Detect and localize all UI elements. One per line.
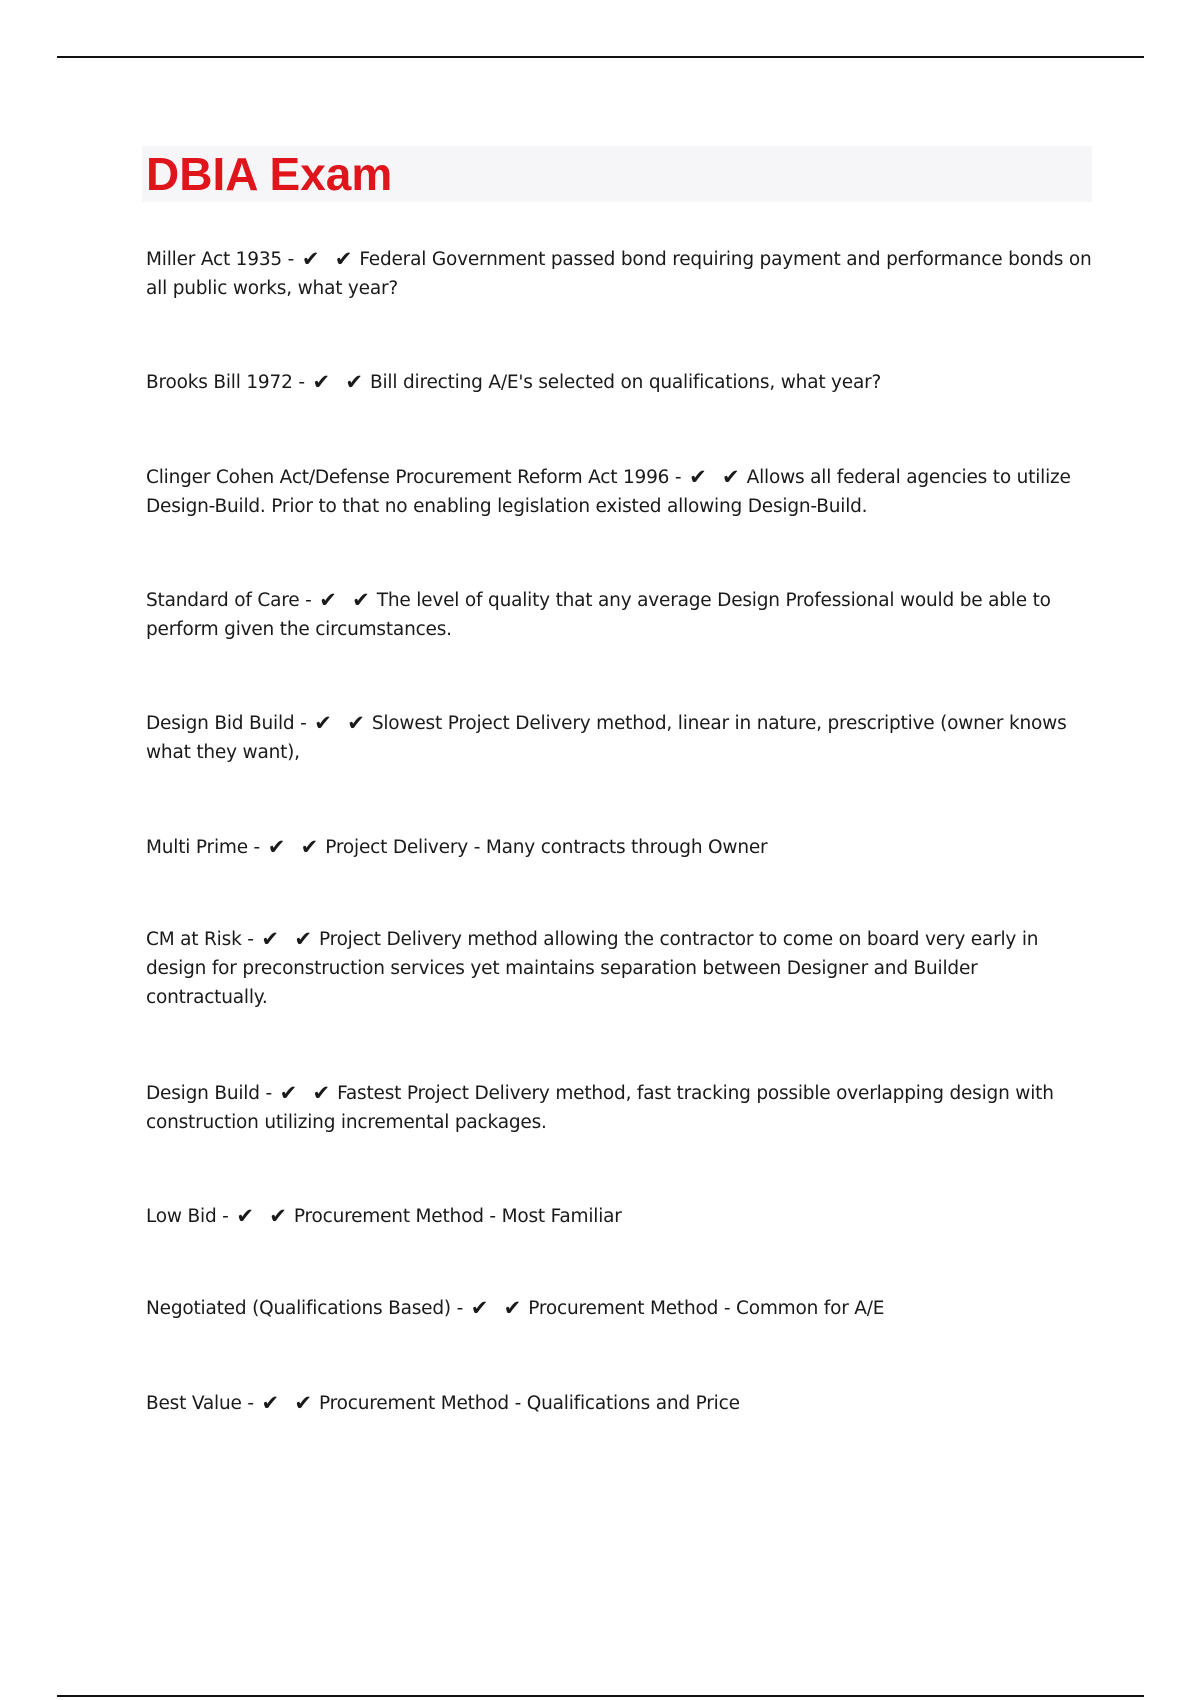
entry-definition: Project Delivery method allowing the contractor to come on board very early in design for preconstruction services yet maintains separation between Designer and Builder contractually. bbox=[146, 929, 1039, 1008]
entry-term: Best Value - bbox=[146, 1393, 254, 1414]
entry-definition: Allows all federal agencies to utilize Design-Build. Prior to that no enabling legislation existed allowing Design-Build. bbox=[146, 467, 1071, 517]
entry-definition: Bill directing A/E's selected on qualifications, what year? bbox=[370, 372, 882, 393]
double-check-icon: ✔ ✔ bbox=[261, 1391, 317, 1415]
double-check-icon: ✔ ✔ bbox=[261, 927, 316, 951]
entry-definition: Procurement Method - Most Familiar bbox=[293, 1206, 622, 1227]
list-item bbox=[146, 368, 1096, 397]
entry-definition: Slowest Project Delivery method, linear in nature, prescriptive (owner knows what they want), bbox=[146, 713, 1067, 763]
entry-definition: Procurement Method - Qualifications and Price bbox=[319, 1393, 740, 1414]
entry-definition: Fastest Project Delivery method, fast tracking possible overlapping design with construction utilizing incremental packages. bbox=[146, 1083, 1054, 1133]
list-item bbox=[146, 833, 1096, 862]
entry-term: CM at Risk - bbox=[146, 929, 254, 950]
double-check-icon: ✔ ✔ bbox=[314, 711, 369, 735]
entry-term: Design Build - bbox=[146, 1083, 272, 1104]
double-check-icon: ✔ ✔ bbox=[279, 1081, 335, 1105]
double-check-icon: ✔ ✔ bbox=[319, 588, 374, 612]
list-item bbox=[146, 463, 1096, 521]
bottom-rule bbox=[57, 1695, 1144, 1697]
double-check-icon: ✔ ✔ bbox=[312, 370, 367, 394]
entry-term: Standard of Care - bbox=[146, 590, 312, 611]
double-check-icon: ✔ ✔ bbox=[301, 247, 357, 271]
double-check-icon: ✔ ✔ bbox=[470, 1296, 526, 1320]
page-title: DBIA Exam bbox=[146, 148, 393, 200]
entry-term: Brooks Bill 1972 - bbox=[146, 372, 305, 393]
list-item bbox=[146, 1294, 1096, 1323]
list-item bbox=[146, 709, 1096, 767]
list-item bbox=[146, 1202, 1096, 1231]
list-item bbox=[146, 1079, 1096, 1137]
double-check-icon: ✔ ✔ bbox=[689, 465, 744, 489]
list-item bbox=[146, 586, 1096, 644]
entry-term: Multi Prime - bbox=[146, 837, 261, 858]
list-item bbox=[146, 1389, 1096, 1418]
double-check-icon: ✔ ✔ bbox=[267, 835, 323, 859]
entry-definition: The level of quality that any average Design Professional would be able to perform given the circumstances. bbox=[146, 590, 1051, 640]
double-check-icon: ✔ ✔ bbox=[236, 1204, 291, 1228]
entry-definition: Federal Government passed bond requiring payment and performance bonds on all public works, what year? bbox=[146, 249, 1092, 299]
list-item bbox=[146, 925, 1096, 1012]
entry-term: Low Bid - bbox=[146, 1206, 229, 1227]
entry-term: Clinger Cohen Act/Defense Procurement Reform Act 1996 - bbox=[146, 467, 682, 488]
entry-term: Negotiated (Qualifications Based) - bbox=[146, 1298, 464, 1319]
entry-definition: Procurement Method - Common for A/E bbox=[528, 1298, 885, 1319]
list-item bbox=[146, 245, 1096, 303]
entry-term: Design Bid Build - bbox=[146, 713, 307, 734]
top-rule bbox=[57, 56, 1144, 58]
entry-term: Miller Act 1935 - bbox=[146, 249, 295, 270]
entry-definition: Project Delivery - Many contracts through Owner bbox=[325, 837, 768, 858]
